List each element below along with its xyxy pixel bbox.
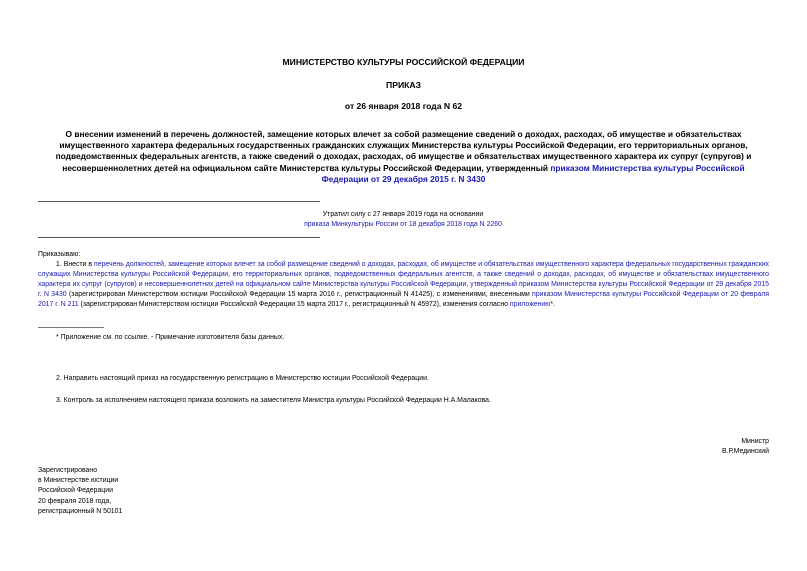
p1-text-1: 1. Внести в — [56, 261, 95, 268]
paragraph-3: 3. Контроль за исполнением настоящего приказа возложить на заместителя Министра культуры Российской Федерации Н.А.Малакова. — [56, 397, 491, 404]
registration-line-4: 20 февраля 2018 года, — [38, 497, 112, 505]
p1-text-3: (зарегистрирован Министерством юстиции Российской Федерации 15 марта 2017 г., регистрационный N 45972), изменения согласно — [78, 301, 510, 309]
p1-text-4: *. — [550, 301, 556, 309]
separator-top — [38, 201, 320, 202]
footnote-separator — [38, 327, 104, 328]
title-text: О внесении изменений в перечень должностей, замещение которых влечет за собой размещение сведений о доходах, расходах, об имуществе и обязательствах имущественного характера федеральных государственных гражданских служащих Министерства культуры Российской Федерации, его территориальных органов, подведомственных федеральных агентств, а также сведений о доходах, расходах, об имуществе и обязательствах имущественного характера их супруг (супругов) и несовершеннолетних детей на официальном сайте Министерства культуры Российской Федерации, утвержденный — [55, 129, 752, 173]
paragraph-2: 2. Направить настоящий приказ на государственную регистрацию в Министерство юстиции Российской Федерации. — [56, 375, 429, 382]
p1-appendix-link[interactable]: приложению — [509, 301, 551, 309]
status-repeal-link[interactable]: приказа Минкультуры России от 18 декабря 2018 года N 2260 — [304, 221, 502, 229]
p1-amendment-link[interactable]: приказом Министерства культуры Российской Федерации от 20 февраля 2017 г. N 211 — [38, 291, 769, 309]
registration-line-1: Зарегистрировано — [38, 467, 98, 474]
signature-position: Министр — [741, 438, 769, 445]
order-intro: Приказываю: — [38, 251, 81, 258]
registration-line-5: регистрационный N 50101 — [38, 507, 123, 515]
registration-line-3: Российской Федерации — [38, 487, 113, 495]
paragraph-1 — [38, 260, 769, 310]
footnote: * Приложение см. по ссылке. - Примечание изготовителя базы данных. — [56, 334, 285, 341]
registration-block — [38, 466, 122, 517]
document-date-number: от 26 января 2018 года N 62 — [344, 101, 463, 111]
registration-line-2: в Министерстве юстиции — [38, 477, 119, 485]
document-type: ПРИКАЗ — [386, 80, 421, 90]
document-title — [38, 129, 769, 185]
p1-list-link[interactable]: перечень должностей, замещение которых влечет за собой размещение сведений о доходах, расходах, об имуществе и обязательствах имущественного характера федеральных государственных гражданских служащих Министерства культуры Российской Федерации, его территориальных органов, подведомственных федеральных агентств, а также сведений о доходах, расходах, об имуществе и обязательствах имущественного характера их супруг (супругов) и несовершеннолетних детей на официальном сайте Министерства культуры Российской Федерации, утвержденный приказом Министерства культуры Российской Федерации от 29 декабря 2015 г. N 3430 — [38, 261, 770, 299]
signature-name: В.Р.Мединский — [721, 448, 769, 456]
p1-text-2: (зарегистрирован Министерством юстиции Российской Федерации 15 марта 2016 г., регистрационный N 41425), с изменениями, внесенными — [66, 291, 533, 299]
status-line: Утратил силу с 27 января 2019 года на основании — [322, 211, 484, 218]
separator-bottom — [38, 237, 320, 238]
signature-block — [600, 437, 769, 457]
status-block — [280, 210, 526, 230]
ministry-name: МИНИСТЕРСТВО КУЛЬТУРЫ РОССИЙСКОЙ ФЕДЕРАЦИИ — [282, 57, 525, 67]
title-order-link[interactable]: приказом Министерства культуры Российской Федерации от 29 декабря 2015 г. N 3430 — [321, 162, 745, 184]
